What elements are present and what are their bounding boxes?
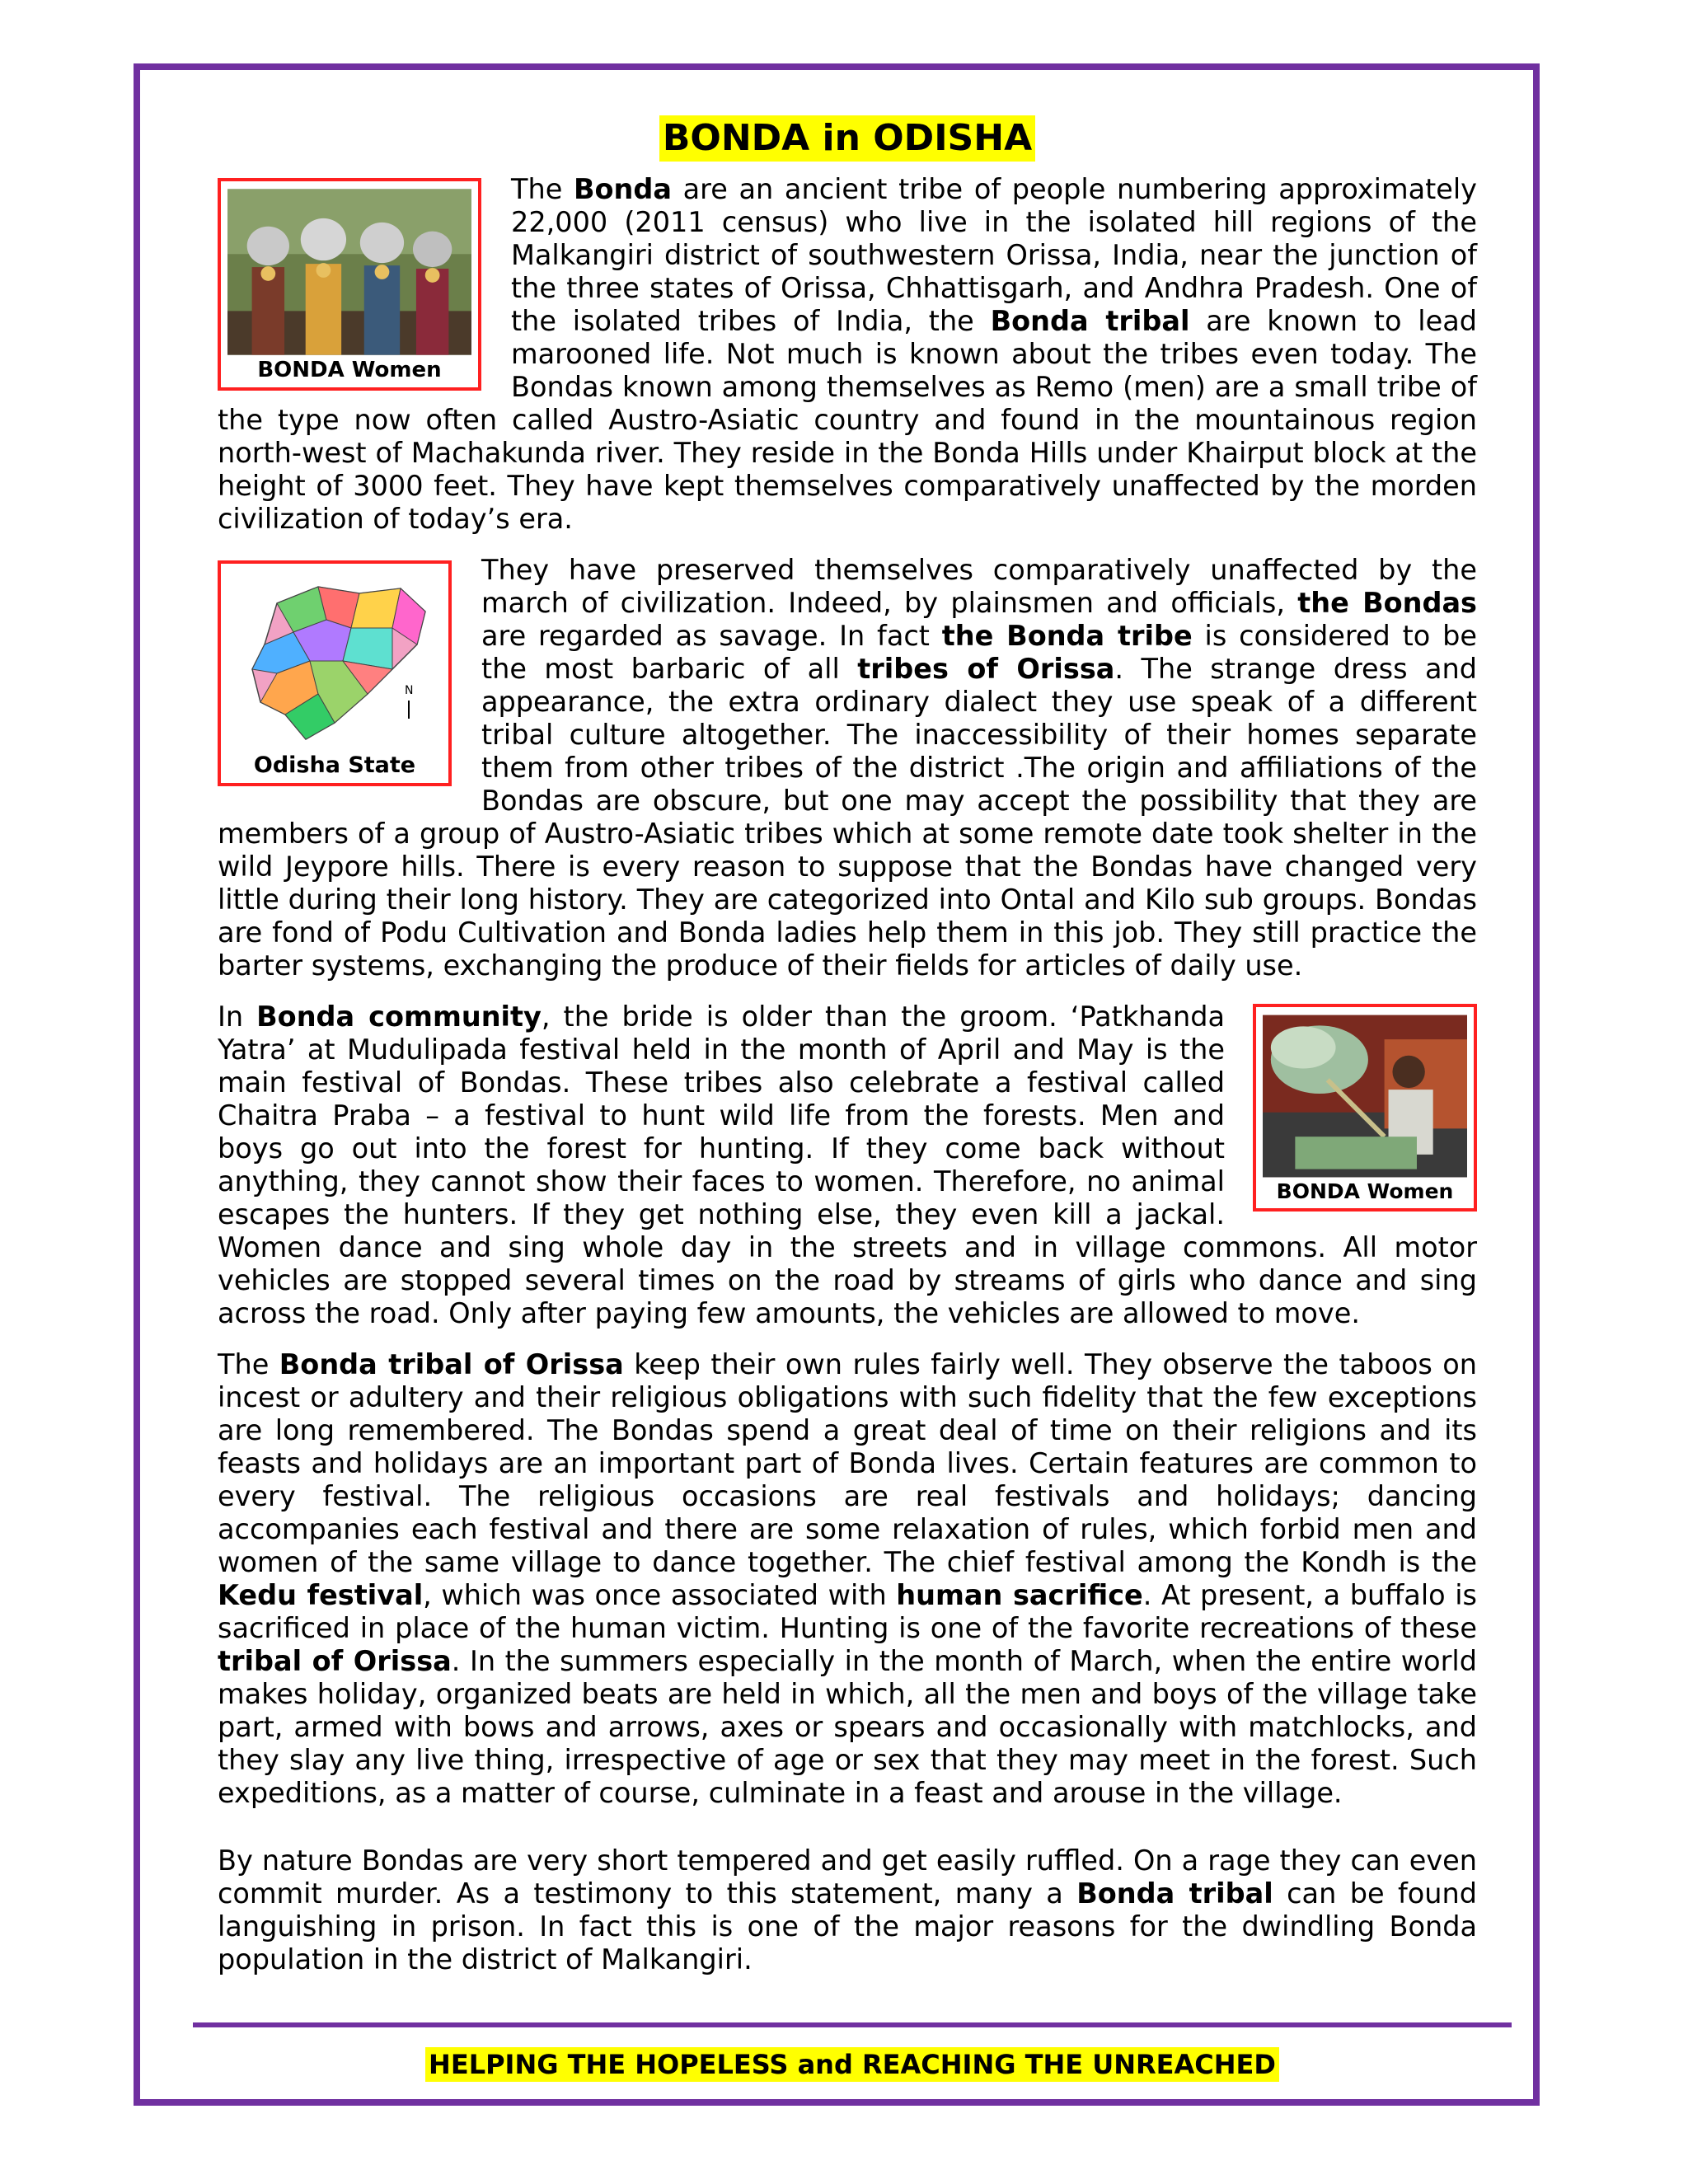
text-run: keep their own rules fairly well. They observe the taboos on incest or adultery and their religious obligations with such fidelity that the few exceptions are long remembered. The Bondas spend a great deal of time on their religions and its feasts and holidays are an important part of Bonda lives. Certain features are common to every festival. The religious occasions are real festivals and holidays; dancing accompanies each festival and there are some relaxation of rules, which forbid men and women of the same village to dance together. The chief festival among the Kondh is the — [218, 1348, 1477, 1578]
bold-text: Bonda — [573, 173, 672, 205]
figure-odisha-map — [218, 560, 452, 786]
figure-bonda-women — [218, 178, 481, 391]
text-run: is considered to be the most barbaric of all — [481, 620, 1477, 685]
text-run: . The strange dress and appearance, the extra ordinary dialect they use speak of a different tribal culture altogether. The inaccessibility of their homes separate them from other tribes of the district .The origin and affiliations of the Bondas are obscure, but one may accept the possibility that they are members of a group of Austro-Asiatic tribes which at some remote date took shelter in the wild Jeypore hills. There is every reason to suppose that the Bondas have changed very little during their long history. They are categorized into Ontal and Kilo sub groups. Bondas are fond of Podu Cultivation and Bonda ladies help them in this job. They still practice the barter systems, exchanging the produce of their fields for articles of daily use. — [218, 653, 1478, 982]
bold-text: human sacrifice — [896, 1579, 1143, 1611]
bonda-woman-broom-photo — [1263, 1014, 1467, 1179]
figure-caption: BONDA Women — [257, 358, 442, 382]
text-run: They have preserved themselves comparatively unaffected by the march of civilization. Indeed, by plainsmen and officials, — [481, 554, 1477, 619]
text-run: The — [218, 1348, 279, 1380]
text-run: are an ancient tribe of people numbering approximately 22,000 (2011 census) who live in the isolated hill regions of the Malkangiri district of southwestern Orissa, India, near the junction of the three states of Orissa, Chhattisgarh, and Andhra Pradesh. One of the isolated tribes of India, the — [511, 173, 1477, 337]
text-run: , the bride is older than the groom. ‘Patkhanda Yatra’ at Mudulipada festival held in the month of April and May is the main festival of Bondas. These tribes also celebrate a festival called Chaitra Praba – a festival to hunt wild life from the forests. Men and boys go out into the forest for hunting. If they come back without anything, they cannot show their faces to women. Therefore, no animal escapes the hunters. If they get nothing else, they even kill a jackal. Women dance and sing whole day in the streets and in village commons. All motor vehicles are stopped several times on the road by streams of girls who dance and sing across the road. Only after paying few amounts, the vehicles are allowed to move. — [218, 1001, 1477, 1329]
text-run: . At present, a buffalo is sacrificed in place of the human victim. Hunting is one of the favorite recreations of these — [218, 1579, 1477, 1644]
bold-text: Bonda tribal — [1076, 1877, 1273, 1910]
bold-text: tribal of Orissa — [218, 1645, 452, 1677]
bold-text: the Bonda tribe — [941, 620, 1193, 652]
bold-text: the Bondas — [1297, 587, 1477, 619]
bonda-women-photo — [227, 188, 471, 356]
text-run: , which was once associated with — [423, 1579, 897, 1611]
document-body — [218, 115, 1477, 1994]
footer-divider — [193, 2022, 1512, 2027]
bold-text: Bonda tribal of Orissa — [279, 1348, 624, 1380]
figure-caption: BONDA Women — [1276, 1179, 1454, 1203]
bold-text: Kedu festival — [218, 1579, 424, 1611]
footer-tagline: HELPING THE HOPELESS and REACHING THE UNREACHED — [425, 2047, 1279, 2082]
text-run: . In the summers especially in the month of March, when the entire world makes holiday, organized beats are held in which, all the men and boys of the village take part, armed with bows and arrows, axes or spears and occasionally with matchlocks, and they slay any live thing, irrespective of age or sex that they may meet in the forest. Such expeditions, as a matter of course, culminate in a feast and arouse in the village. — [218, 1645, 1477, 1809]
text-run: can be found languishing in prison. In fact this is one of the major reasons for the dwindling Bonda population in the district of Malkangiri. — [218, 1877, 1477, 1975]
figure-bonda-woman-broom — [1253, 1004, 1477, 1212]
bold-text: tribes of Orissa — [857, 653, 1115, 685]
paragraph-4 — [218, 1348, 1477, 1810]
svg-text:N: N — [405, 684, 414, 697]
text-run: are known to lead marooned life. Not much is known about the tribes even today. The Bondas known among themselves as Remo (men) are a small tribe of the type now often called Austro-Asiatic country and found in the mountainous region north-west of Machakunda river. They reside in the Bonda Hills under Khairput block at the height of 3000 feet. They have kept themselves comparatively unaffected by the morden civilization of today’s era. — [218, 305, 1478, 535]
bold-text: Bonda tribal — [990, 305, 1190, 337]
text-run: In — [218, 1001, 257, 1033]
text-run: The — [511, 173, 574, 205]
text-run: are regarded as savage. In fact — [481, 620, 942, 652]
odisha-map-image — [227, 570, 442, 752]
figure-caption: Odisha State — [253, 752, 416, 778]
text-run: By nature Bondas are very short tempered and get easily ruffled. On a rage they can even commit murder. As a testimony to this statement, many a — [218, 1844, 1477, 1910]
page-title: BONDA in ODISHA — [659, 115, 1035, 162]
bold-text: Bonda community — [256, 1001, 542, 1033]
paragraph-5 — [218, 1844, 1477, 1976]
